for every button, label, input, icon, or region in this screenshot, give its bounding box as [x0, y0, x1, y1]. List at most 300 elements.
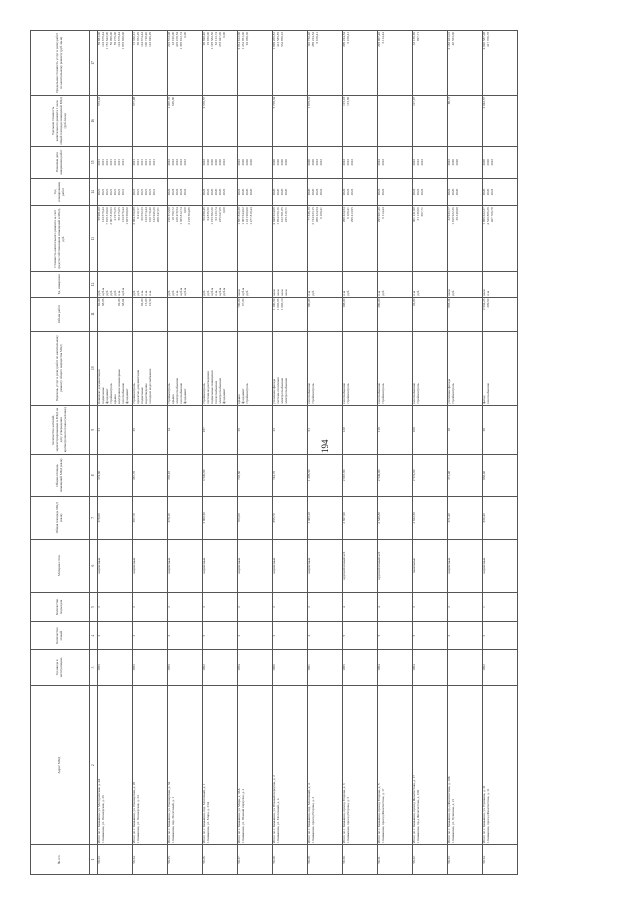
material-cell: кирпичные [238, 539, 273, 592]
cost-cell [308, 206, 343, 272]
entrances-cell: 4 [343, 592, 378, 622]
unit-cost-cell [308, 95, 343, 146]
end-year-cell-line: 2020 [280, 158, 284, 166]
area-cell: 2 667,90 [343, 497, 378, 539]
plan-year-cell-line: 2022 [416, 188, 420, 196]
volume-cell-line: 180,00 [307, 298, 311, 308]
unit-cost-cell-line: 5 705,34 [272, 96, 276, 109]
floors-cell: 2 [168, 622, 203, 650]
end-year-cell-line: 2020 [210, 158, 214, 166]
plan-year-cell-line: 2021 [101, 188, 105, 196]
end-year-cell-line: 2022 [346, 158, 350, 166]
limit-cost-cell [273, 31, 308, 96]
end-year-cell-line: 2022 [490, 158, 494, 166]
end-year-cell [168, 146, 203, 178]
premises-area-cell: 2 549,80 [378, 454, 413, 496]
year-cell [448, 649, 483, 685]
plan-year-cell-line: 2022 [202, 188, 206, 196]
end-year-cell-line: 2020 [482, 158, 486, 166]
limit-cost-cell [448, 31, 483, 96]
works-cell-line: стройконтроль [167, 383, 171, 404]
plan-year-cell-line: 2021 [109, 188, 113, 196]
premises-area-cell: 703,60 [238, 454, 273, 496]
volume-cell-line: 22,00 [412, 298, 416, 306]
units-cell-line: руб. [451, 289, 455, 296]
entrances-cell: 4 [378, 592, 413, 622]
works-cell-line: газоснабжение [377, 383, 381, 404]
unit-cost-cell-line: 88,73 [447, 96, 451, 105]
end-year-cell-line: 2020 [249, 158, 253, 166]
cost-cell-line: 468 347,01 [156, 207, 160, 223]
column-header: Предельная стоимость услуг и (или) работ по капитальному ремонту (руб./кв.м) [31, 31, 90, 96]
works-cell-line: электроснабжение [284, 377, 288, 404]
works-cell-line: стройконтроль [311, 383, 315, 404]
material-cell: крупноблочный ж/б [378, 539, 413, 592]
limit-cost-cell-line: 0,00 [183, 32, 187, 38]
cost-cell-line: 467 706,78 [490, 207, 494, 223]
cost-cell-line: 6 109,41 [319, 207, 323, 219]
units-cell-line: руб.м [222, 287, 226, 296]
residents-cell: 119 [378, 405, 413, 454]
area-cell: 2 549,80 [378, 497, 413, 539]
row-number: 58.30. [343, 845, 378, 875]
cost-cell-line: 289 224,54 [315, 207, 319, 223]
volume-cell-line: 82,00 [117, 298, 121, 306]
address-cell-line: г. Камышин, ул. Пионерская, д. 26 [101, 795, 105, 844]
address-cell-line: г. Камышин, пер. Молочный, д. 1 [171, 796, 175, 844]
cost-cell [448, 206, 483, 272]
units-cell [308, 272, 343, 297]
plan-year-cell-line: 2022 [179, 188, 183, 196]
units-cell-line: руб. [109, 289, 113, 296]
residents-cell: 120 [343, 405, 378, 454]
cost-cell [343, 206, 378, 272]
plan-year-cell [168, 178, 203, 206]
limit-cost-cell [168, 31, 203, 96]
cost-cell-line: 39 349,98 [455, 207, 459, 221]
column-header: Общая площадь помещений МКД (кв.м) [31, 454, 90, 496]
works-cell-line: Комплекс документации [97, 369, 101, 404]
table-row [483, 31, 518, 875]
end-year-cell [378, 146, 413, 178]
row-number: 58.29. [308, 845, 343, 875]
cost-cell-line: 4 048 924,66 [272, 207, 276, 225]
plan-year-cell-line: 2022 [346, 188, 350, 196]
works-cell [168, 331, 203, 405]
year-cell: 1953 [98, 649, 133, 685]
limit-cost-cell [378, 31, 413, 96]
plan-year-cell-line: 2020 [249, 188, 253, 196]
limit-cost-cell-line: 6 109,41 [346, 32, 350, 44]
units-cell-line: кв.м [272, 289, 276, 296]
residents-cell: 23 [273, 405, 308, 454]
limit-cost-cell-line: 413 585,85 [276, 32, 280, 47]
end-year-cell-line: 2020 [486, 158, 490, 166]
end-year-cell [238, 146, 273, 178]
row-number: 58.24. [133, 845, 168, 875]
address-cell-line: Итого по г. Камышин, ул. Пушкина, д. 21 [482, 785, 486, 844]
works-cell [133, 331, 168, 405]
works-cell-line: теплоснабжение [214, 380, 218, 404]
volume-cell-line: 82,00 [97, 298, 101, 306]
limit-cost-cell-line: 63 123,74 [214, 32, 218, 46]
cost-cell [133, 206, 168, 272]
material-cell: кирпичные [448, 539, 483, 592]
units-cell-line: руб. [416, 289, 420, 296]
works-cell [238, 331, 273, 405]
address-cell-line: г. Камышин, ул. Южный переулок, д. 2 [241, 788, 245, 844]
plan-year-cell-line: 2022 [342, 188, 346, 196]
column-header: Количество этажей [31, 622, 90, 650]
end-year-cell [98, 146, 133, 178]
column-header: Год планирования работ [31, 178, 90, 206]
plan-year-cell [413, 178, 448, 206]
address-cell [133, 686, 168, 845]
address-cell-line: Итого по г. Камышин, ул. Пионерская, д. 26 [132, 781, 136, 844]
end-year-cell-line: 2022 [381, 158, 385, 166]
plan-year-cell-line: 2020 [280, 188, 284, 196]
limit-cost-cell-line: 160 728,40 [144, 32, 148, 47]
works-cell-line: газоснабжение [412, 383, 416, 404]
limit-cost-cell-line: 299 224,54 [342, 32, 346, 47]
end-year-cell [133, 146, 168, 178]
cost-cell [238, 206, 273, 272]
column-number: 4 [90, 622, 98, 650]
units-cell-line: руб. [132, 289, 136, 296]
limit-cost-cell-line: 417 706,78 [486, 32, 490, 47]
volume-cell-line: 1 190,50 [272, 298, 276, 311]
works-cell-line: стройконтроль [346, 383, 350, 404]
unit-cost-cell [203, 95, 238, 146]
plan-year-cell-line: 2022 [490, 188, 494, 196]
cost-cell-line: 59 981,00 [97, 207, 101, 221]
limit-cost-cell-line: 295 907,46 [377, 32, 381, 47]
cost-cell [378, 206, 413, 272]
column-number: 5 [90, 592, 98, 622]
plan-year-cell-line: 2020 [210, 188, 214, 196]
limit-cost-cell-line: 56 099,00 [109, 32, 113, 46]
table-wrapper [30, 30, 610, 875]
address-cell-line: г. Камышин, ул. Пушкина, д. 21 [451, 798, 455, 844]
address-cell [203, 686, 238, 845]
column-header: № п/п [31, 845, 90, 875]
units-cell-line: куб.м [210, 287, 214, 296]
floors-cell: 2 [483, 622, 518, 650]
units-cell-line: руб. [311, 289, 315, 296]
address-cell-line: г. Камышин, проезд Феоктистова, д. 17 [381, 788, 385, 844]
floors-cell: 2 [273, 622, 308, 650]
units-cell-line: кв.м [447, 289, 451, 296]
floors-cell: 5 [203, 622, 238, 650]
cost-cell-line: 32 933,77 [447, 207, 451, 221]
cost-cell-line: 6 114,44 [381, 207, 385, 219]
material-cell: кирпичные [168, 539, 203, 592]
works-cell-line: крыша [171, 394, 175, 404]
works-cell-line: стройконтроль [109, 383, 113, 404]
units-cell [448, 272, 483, 297]
column-header: Ед. измерения [31, 272, 90, 297]
cost-cell-line: 301 141,90 [412, 207, 416, 223]
volume-cell [273, 297, 308, 331]
limit-cost-cell-line: 216 572,08 [167, 32, 171, 47]
year-cell: 1960 [273, 649, 308, 685]
end-year-cell-line: 2021 [144, 158, 148, 166]
limit-cost-cell-line: 0,00 [222, 32, 226, 38]
limit-cost-cell-line: 32 136,66 [412, 32, 416, 46]
limit-cost-cell [133, 31, 168, 96]
address-cell-line: г. Камышин, пр-д Феоктистова, д. 10Б [416, 789, 420, 844]
address-cell-line: Итого по г. Камышин, проезд Егорова, д. 5 [377, 783, 381, 844]
limit-cost-cell [98, 31, 133, 96]
cost-cell-line: 4 520 886,36 [486, 207, 490, 225]
material-cell: кирпичные [308, 539, 343, 592]
cost-cell-line: 8 410,17 [136, 207, 140, 219]
area-cell: 855,70 [273, 497, 308, 539]
plan-year-cell [378, 178, 413, 206]
floors-cell: 5 [343, 622, 378, 650]
address-cell-line: г. Камышин, проезд Егорова, д. 5 [346, 796, 350, 844]
end-year-cell-line: 2022 [319, 158, 323, 166]
year-cell: 1964 [378, 649, 413, 685]
unit-cost-cell-line: 117,07 [412, 96, 416, 106]
end-year-cell-line: 2022 [342, 158, 346, 166]
end-year-cell-line: 2020 [276, 158, 280, 166]
column-number: 3 [90, 649, 98, 685]
volume-cell [203, 297, 238, 331]
works-cell-line: крыша [237, 394, 241, 404]
cost-cell-line: 1 195 582,30 [210, 207, 214, 225]
limit-cost-cell-line: 18 190,00 [171, 32, 175, 46]
units-cell [203, 272, 238, 297]
material-cell: кирпичные [133, 539, 168, 592]
limit-cost-cell-line: 92 058,36 [245, 32, 249, 46]
end-year-cell-line: 2022 [315, 158, 319, 166]
works-cell-line: электроснабжение [175, 377, 179, 404]
limit-cost-cell-line: 124 679,44 [101, 32, 105, 47]
limit-cost-cell-line: 2 014 612,00 [237, 32, 241, 50]
cost-cell-line: 63 123,74 [214, 207, 218, 221]
end-year-cell-line: 2020 [245, 158, 249, 166]
plan-year-cell-line: 2021 [148, 188, 152, 196]
plan-year-cell [273, 178, 308, 206]
unit-cost-cell-line: 1 007,70 [167, 96, 171, 109]
plan-year-cell-line: 2020 [451, 188, 455, 196]
entrances-cell: 3 [413, 592, 448, 622]
plan-year-cell-line: 2021 [144, 188, 148, 196]
unit-cost-cell [133, 95, 168, 146]
plan-year-cell-line: 2021 [97, 188, 101, 196]
works-cell-line: стройконтроль [245, 383, 249, 404]
material-cell: кирпичные [273, 539, 308, 592]
column-header: Адрес МКД [31, 686, 90, 845]
end-year-cell-line: 2022 [447, 158, 451, 166]
works-cell-line: холодное водоснабжение [148, 368, 152, 404]
works-cell-line: подвальные [140, 387, 144, 404]
plan-year-cell-line: 2022 [222, 188, 226, 196]
cost-cell [203, 206, 238, 272]
area-cell: 836,40 [483, 497, 518, 539]
material-cell: кирпичные [98, 539, 133, 592]
volume-cell [168, 297, 203, 331]
end-year-cell-line: 2022 [175, 158, 179, 166]
plan-year-cell-line: 2022 [412, 188, 416, 196]
volume-cell [238, 297, 273, 331]
residents-cell: 35 [238, 405, 273, 454]
entrances-cell: 2 [168, 592, 203, 622]
premises-area-cell: 3 530,90 [203, 454, 238, 496]
units-cell-line: руб. [136, 289, 140, 296]
cost-cell-line: 18 790,72 [171, 207, 175, 221]
units-cell-line: куб.м [183, 287, 187, 296]
address-cell [378, 686, 413, 845]
plan-year-cell-line: 2021 [152, 188, 156, 196]
units-cell [238, 272, 273, 297]
units-cell-line: п.м. [214, 290, 218, 296]
unit-cost-cell [343, 95, 378, 146]
limit-cost-cell-line: 289 224,54 [311, 32, 315, 47]
works-cell-line: стройконтроль [202, 383, 206, 404]
column-number: 11 [90, 297, 98, 331]
cost-cell-line: 2 084 350,89 [132, 207, 136, 225]
cost-cell-line: 1 657 830,39 [237, 207, 241, 225]
plan-year-cell-line: 2020 [214, 188, 218, 196]
volume-cell [98, 297, 133, 331]
end-year-cell [448, 146, 483, 178]
column-header: Общая площадь МКД (кв.м) [31, 497, 90, 539]
limit-cost-cell-line: 59 981,00 [97, 32, 101, 46]
plan-year-cell-line: 2020 [311, 188, 315, 196]
plan-year-cell-line: 2022 [377, 188, 381, 196]
residents-cell: 21 [98, 405, 133, 454]
residents-cell: 61 [308, 405, 343, 454]
entrances-cell: 1 [483, 592, 518, 622]
units-cell-line: руб. [171, 289, 175, 296]
column-number: 17 [90, 31, 98, 96]
limit-cost-cell-line: 96 698,46 [202, 32, 206, 46]
plan-year-cell-line: 2022 [206, 188, 210, 196]
unit-cost-cell-line: 115,86 [346, 96, 350, 106]
end-year-cell-line: 2022 [167, 158, 171, 166]
column-number: 12 [90, 272, 98, 297]
limit-cost-cell [413, 31, 448, 96]
row-number: 58.28. [273, 845, 308, 875]
units-cell [273, 272, 308, 297]
plan-year-cell-line: 2021 [121, 188, 125, 196]
limit-cost-cell-line: 4 820 587,08 [482, 32, 486, 50]
address-cell [168, 686, 203, 845]
cost-cell-line: 64 836,50 [206, 207, 210, 221]
row-number: 58.25. [168, 845, 203, 875]
end-year-cell [413, 146, 448, 178]
cost-cell-line: 1 866 622,27 [482, 207, 486, 225]
end-year-cell-line: 2022 [350, 158, 354, 166]
units-cell [98, 272, 133, 297]
plan-year-cell-line: 2021 [140, 188, 144, 196]
cost-cell-line: 77 336,15 [307, 207, 311, 221]
table-row [308, 31, 343, 875]
end-year-cell-line: 2020 [451, 158, 455, 166]
limit-cost-cell-line: 235 047,06 [218, 32, 222, 47]
units-cell-line: п.м. [117, 290, 121, 296]
entrances-cell: 2 [448, 592, 483, 622]
column-header: Количество жителей, зарегистрированных в МКД на дату утверждения краткосрочного плана (человек) [31, 405, 90, 454]
works-cell-line: фундамент [183, 388, 187, 404]
plan-year-cell-line: 2022 [315, 188, 319, 196]
cost-cell-line: 59 275,05 [117, 207, 121, 221]
limit-cost-cell-line: 2 183 431,01 [447, 32, 451, 50]
material-cell: кирпичные [203, 539, 238, 592]
area-cell: 2 632,50 [413, 497, 448, 539]
column-header: Количество подъездов [31, 592, 90, 622]
address-cell-line: г. Камышин, ул. Пионерская, д. 34 [136, 795, 140, 844]
unit-cost-cell [273, 95, 308, 146]
works-cell-line: подвальные помещения [210, 370, 214, 404]
volume-cell [343, 297, 378, 331]
column-number: 10 [90, 331, 98, 405]
cost-cell-line: 2 219 504,86 [187, 207, 191, 225]
works-cell [413, 331, 448, 405]
row-number: 58.32. [413, 845, 448, 875]
entrances-cell: 3 [203, 592, 238, 622]
plan-year-cell-line: 2021 [105, 188, 109, 196]
limit-cost-cell [238, 31, 273, 96]
units-cell-line: куб.м [218, 287, 222, 296]
works-cell-line: стройконтроль [381, 383, 385, 404]
plan-year-cell [308, 178, 343, 206]
residents-cell: 14 [168, 405, 203, 454]
works-cell-line: система водоотведения [206, 371, 210, 404]
end-year-cell-line: 2021 [148, 158, 152, 166]
units-cell-line: руб. [381, 289, 385, 296]
end-year-cell-line: 2022 [222, 158, 226, 166]
residents-cell: 18 [448, 405, 483, 454]
cost-cell [168, 206, 203, 272]
unit-cost-cell-line: 577,98 [132, 96, 136, 106]
unit-cost-cell [238, 95, 273, 146]
column-header: Материал стен [31, 539, 90, 592]
cost-cell-line: 124 679,44 [101, 207, 105, 223]
premises-area-cell: 2 667,90 [343, 454, 378, 496]
works-cell-line: электроснабжение [280, 377, 284, 404]
plan-year-cell-line: 2020 [284, 188, 288, 196]
end-year-cell-line: 2022 [183, 158, 187, 166]
units-cell-line: п.м [307, 290, 311, 296]
unit-cost-cell-line: 1 975,31 [307, 96, 311, 109]
limit-cost-cell-line: 110 752,20 [307, 32, 311, 47]
end-year-cell-line: 2020 [455, 158, 459, 166]
end-year-cell-line: 2021 [140, 158, 144, 166]
row-number: 58.33. [448, 845, 483, 875]
units-cell-line: п.м. [175, 290, 179, 296]
units-cell-line: куб.м [121, 287, 125, 296]
cost-cell-line: 0,00 [183, 207, 187, 214]
units-cell [343, 272, 378, 297]
address-cell-line: Итого по г. Камышин, ул. Мичуринская, д. 4А [97, 778, 101, 844]
address-cell [98, 686, 133, 845]
page-number: 194 [320, 439, 330, 453]
limit-cost-cell-line: 122 946,29 [148, 32, 152, 47]
residents-cell: 257 [203, 405, 238, 454]
premises-area-cell: 2 574,60 [413, 454, 448, 496]
volume-cell-line: 2 534,23 [482, 298, 486, 311]
limit-cost-cell-line: 19 930,00 [206, 32, 210, 46]
end-year-cell-line: 2022 [412, 158, 416, 166]
cost-cell-line: 0,00 [222, 207, 226, 214]
cost-cell-line: 122 946,29 [152, 207, 156, 223]
works-cell-line: стройконтроль [132, 383, 136, 404]
volume-cell [378, 297, 413, 331]
cost-cell-line: 66 052,33 [140, 207, 144, 221]
